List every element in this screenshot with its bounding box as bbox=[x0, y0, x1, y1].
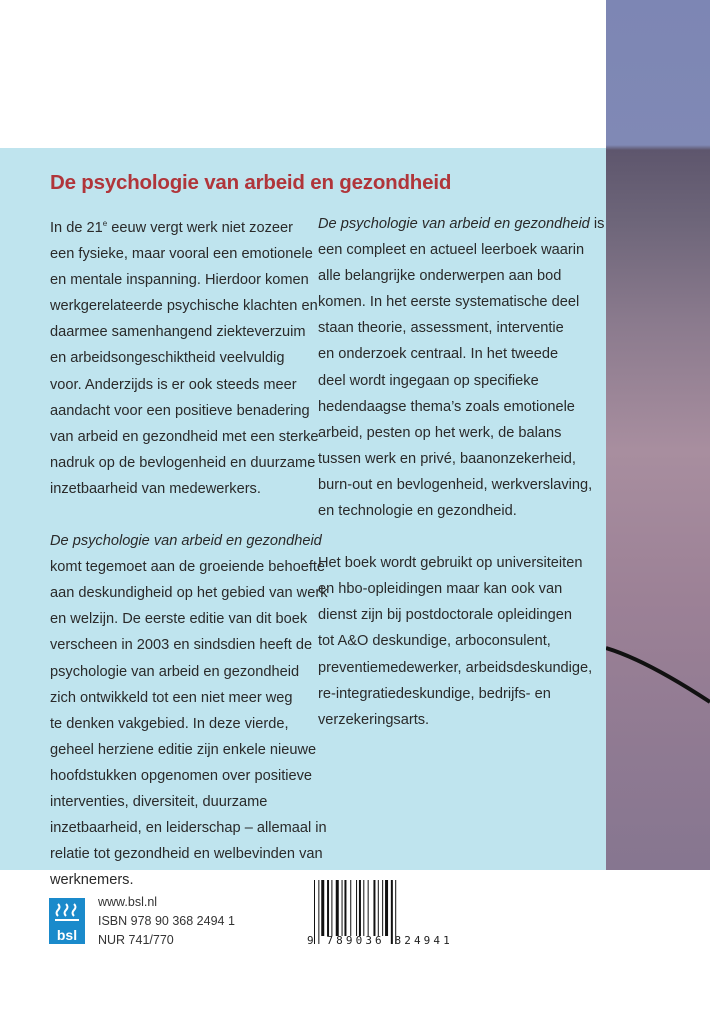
barcode-bar bbox=[363, 880, 364, 936]
left-column-text bbox=[50, 211, 328, 919]
text-line: een compleet en actueel leerboek waarin bbox=[318, 242, 585, 259]
website-link[interactable]: www.bsl.nl bbox=[98, 895, 158, 909]
text-line: en hbo-opleidingen maar kan ook van bbox=[318, 581, 563, 598]
text-line: tot A&O deskundige, arboconsulent, bbox=[318, 633, 551, 650]
text-line: aan deskundigheid op het gebied van werk bbox=[50, 585, 328, 602]
text-line: te denken vakgebied. In deze vierde, bbox=[50, 715, 289, 732]
barcode-bar bbox=[327, 880, 329, 936]
barcode-number: 9 789036 824941 bbox=[307, 934, 453, 947]
text-line: inzetbaarheid van medewerkers. bbox=[50, 480, 261, 497]
text-line: burn-out en bevlogenheid, werkverslaving, bbox=[318, 476, 593, 493]
text-line: hoofdstukken opgenomen over positieve bbox=[50, 767, 313, 784]
text-line: inzetbaarheid, en leiderschap – allemaal in bbox=[50, 820, 327, 837]
text-line: daarmee samenhangend ziekteverzuim bbox=[50, 324, 306, 341]
barcode-bar bbox=[336, 880, 339, 936]
barcode-bar bbox=[382, 880, 383, 936]
text-line: preventiemedewerker, arbeidsdeskundige, bbox=[318, 659, 593, 676]
cable-line-image bbox=[606, 0, 710, 870]
text-line: voor. Anderzijds is er ook steeds meer bbox=[50, 376, 297, 393]
text-line: staan theorie, assessment, interventie bbox=[318, 320, 564, 337]
text-line: geheel herziene editie zijn enkele nieuwe bbox=[50, 741, 317, 758]
barcode-bar bbox=[356, 880, 357, 936]
barcode-bar bbox=[350, 880, 351, 936]
barcode-bar bbox=[373, 880, 375, 936]
text-line: hedendaagse thema’s zoals emotionele bbox=[318, 398, 575, 415]
text-line: en onderzoek centraal. In het tweede bbox=[318, 346, 559, 363]
text-line: alle belangrijke onderwerpen aan bod bbox=[318, 268, 562, 285]
text-line: een fysieke, maar vooral een emotionele bbox=[50, 246, 313, 263]
book-title: De psychologie van arbeid en gezondheid bbox=[50, 171, 452, 194]
barcode-bar bbox=[368, 880, 369, 936]
text-line: Het boek wordt gebruikt op universiteiten bbox=[318, 555, 583, 572]
text-line: relatie tot gezondheid en welbevinden van bbox=[50, 846, 323, 863]
barcode-bar bbox=[331, 880, 332, 936]
isbn: ISBN 978 90 368 2494 1 bbox=[98, 914, 235, 928]
text-line: en arbeidsongeschiktheid veelvuldig bbox=[50, 350, 285, 367]
text-line: psychologie van arbeid en gezondheid bbox=[50, 663, 300, 680]
right-column-text bbox=[318, 211, 605, 759]
text-line: aandacht voor een positieve benadering bbox=[50, 402, 310, 419]
text-line: dienst zijn bij postdoctorale opleidingen bbox=[318, 607, 572, 624]
bsl-publisher-logo bbox=[49, 898, 85, 944]
publisher-info bbox=[98, 893, 235, 950]
text-line: De psychologie van arbeid en gezondheid bbox=[50, 533, 322, 550]
text-line: komen. In het eerste systematische deel bbox=[318, 294, 580, 311]
barcode-bar bbox=[342, 880, 343, 936]
text-line: van arbeid en gezondheid met een sterke bbox=[50, 428, 319, 445]
barcode-bar bbox=[359, 880, 361, 936]
text-line: werkgerelateerde psychische klachten en bbox=[50, 298, 318, 315]
barcode-bar bbox=[385, 880, 388, 936]
barcode-bar bbox=[321, 880, 324, 936]
nur-code: NUR 741/770 bbox=[98, 933, 174, 947]
text-line: zich ontwikkeld tot een niet meer weg bbox=[50, 689, 293, 706]
barcode-bar bbox=[344, 880, 346, 936]
text-line: interventies, diversiteit, duurzame bbox=[50, 793, 268, 810]
barcode-bar bbox=[378, 880, 379, 936]
svg-text:bsl: bsl bbox=[56, 927, 78, 943]
text-line: In de 21e eeuw vergt werk niet zozeer bbox=[50, 219, 293, 236]
text-line: verscheen in 2003 en sindsdien heeft de bbox=[50, 637, 313, 654]
text-line: en welzijn. De eerste editie van dit boek bbox=[50, 611, 308, 628]
text-line: en mentale inspanning. Hierdoor komen bbox=[50, 272, 309, 289]
text-line: re-integratiedeskundige, bedrijfs- en bbox=[318, 685, 551, 702]
text-line: komt tegemoet aan de groeiende behoefte bbox=[50, 559, 326, 576]
text-line: De psychologie van arbeid en gezondheid is bbox=[318, 216, 605, 232]
text-line: arbeid, pesten op het werk, de balans bbox=[318, 424, 562, 441]
text-line: werknemers. bbox=[50, 872, 134, 889]
text-line: nadruk op de bevlogenheid en duurzame bbox=[50, 454, 316, 471]
text-line: deel wordt ingegaan op specifieke bbox=[318, 372, 539, 389]
text-line: tussen werk en privé, baanonzekerheid, bbox=[318, 450, 576, 467]
text-line: verzekeringsarts. bbox=[318, 711, 430, 728]
text-line: en technologie en gezondheid. bbox=[318, 503, 517, 520]
